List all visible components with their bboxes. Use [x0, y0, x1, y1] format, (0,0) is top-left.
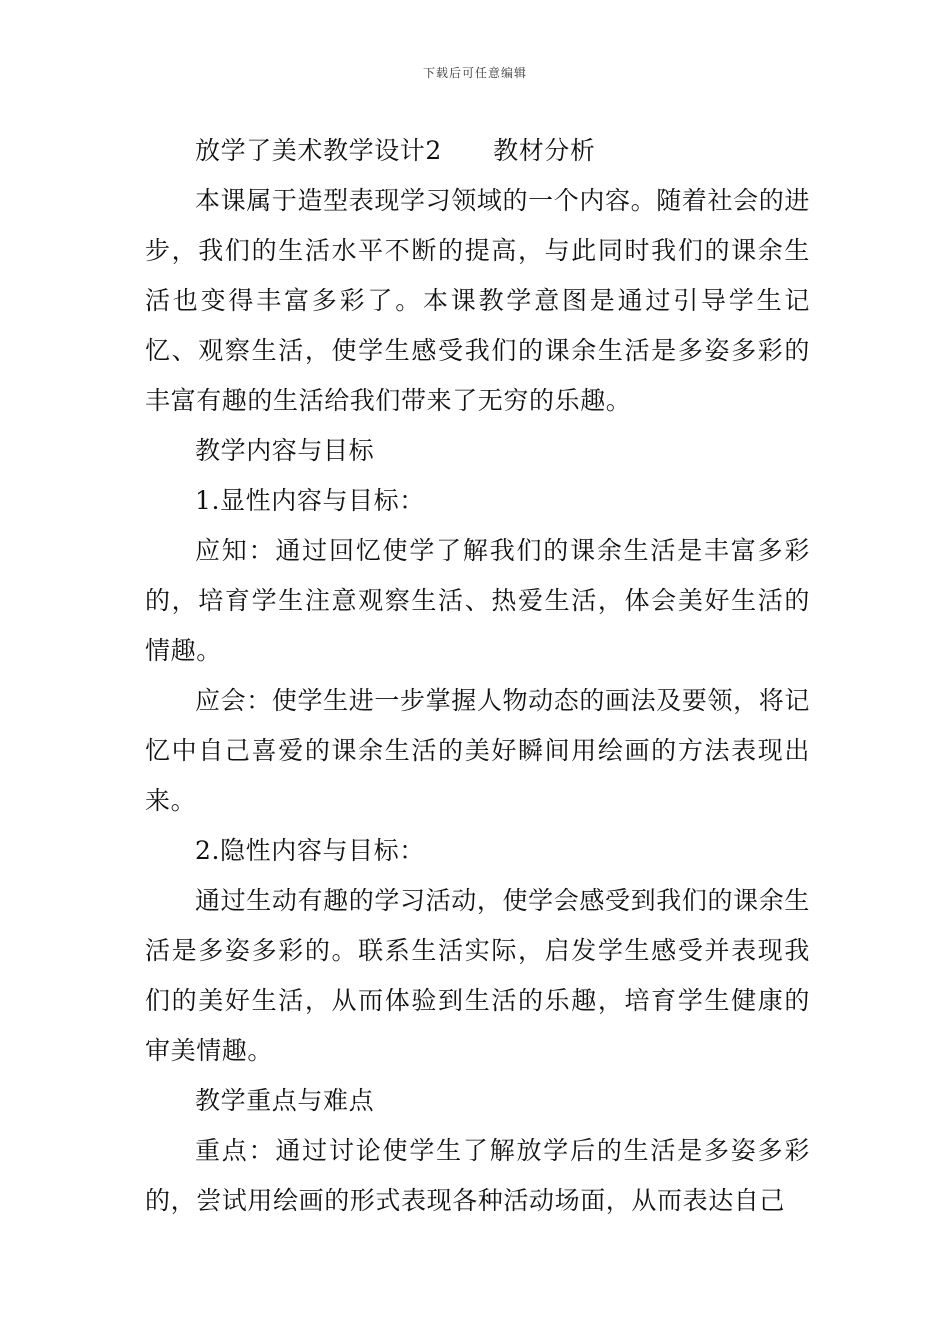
header-note: 下载后可任意编辑 [422, 66, 527, 80]
paragraph-implicit-goals: 通过生动有趣的学习活动，使学会感受到我们的课余生活是多姿多彩的。联系生活实际，启发学生感受并表现我们的美好生活，从而体验到生活的乐趣，培育学生健康的审美情趣。 [145, 886, 810, 1065]
heading-key-difficult-points: 教学重点与难点 [195, 1086, 375, 1115]
heading-implicit-content: 2.隐性内容与目标： [195, 836, 425, 865]
paragraph-should-master: 应会：使学生进一步掌握人物动态的画法及要领，将记忆中自己喜爱的课余生活的美好瞬间用绘画的方法表现出来。 [145, 686, 810, 815]
document-body [145, 126, 810, 1226]
paragraph-key-points: 重点：通过讨论使学生了解放学后的生活是多姿多彩的，尝试用绘画的形式表现各种活动场面，从而表达自己 [145, 1136, 810, 1215]
heading-explicit-content: 1.显性内容与目标： [195, 486, 425, 515]
document-title: 放学了美术教学设计2 教材分析 [195, 136, 596, 165]
paragraph-should-know: 应知：通过回忆使学了解我们的课余生活是丰富多彩的，培育学生注意观察生活、热爱生活，体会美好生活的情趣。 [145, 536, 810, 665]
heading-teaching-content-goals: 教学内容与目标 [195, 436, 375, 465]
paragraph-textbook-analysis: 本课属于造型表现学习领域的一个内容。随着社会的进步，我们的生活水平不断的提高，与此同时我们的课余生活也变得丰富多彩了。本课教学意图是通过引导学生记忆、观察生活，使学生感受我们的课余生活是多姿多彩的丰富有趣的生活给我们带来了无穷的乐趣。 [145, 186, 810, 415]
